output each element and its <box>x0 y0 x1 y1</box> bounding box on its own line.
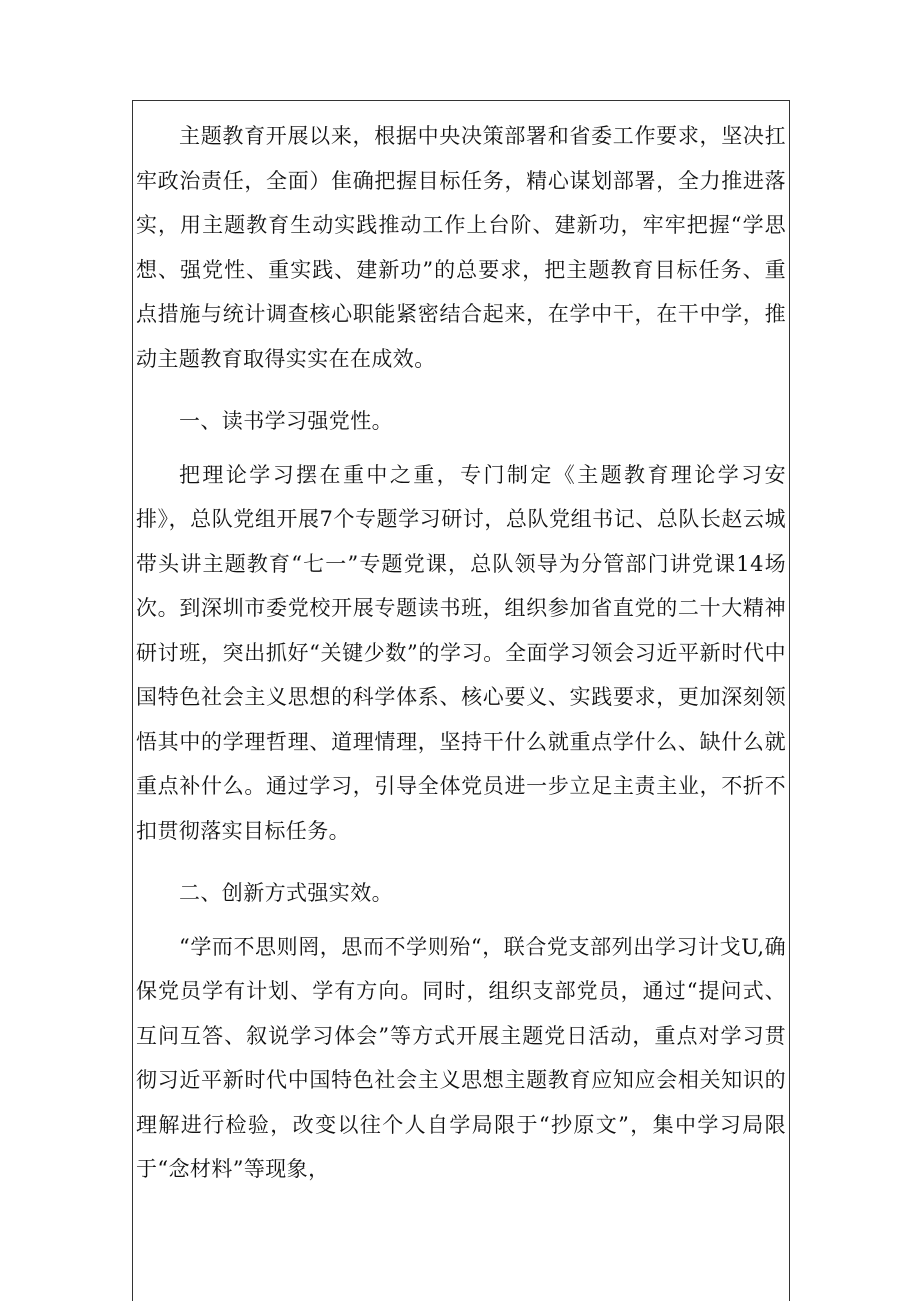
section-heading-2: 二、创新方式强实效。 <box>179 881 393 905</box>
section-heading-1: 一、读书学习强党性。 <box>179 409 393 433</box>
section-paragraph-2: “学而不思则罔，思而不学则殆“，联合党支部列出学习计戈U,确保党员学有计划、学有方向。同时，组织支部党员，通过“提问式、互问互答、叙说学习体会”等方式开展主题党日活动，重点对学习贯彻习近平新时代中国特色社会主义思想主题教育应知应会相关知识的理解进行检验，改变以往个人自学局限于“抄原文”，集中学习局限于“念材料”等现象， <box>136 934 786 1181</box>
section-paragraph-1: 把理论学习摆在重中之重，专门制定《主题教育理论学习安排》，总队党组开展7个专题学习研讨，总队党组书记、总队长赵云城带头讲主题教育“七一”专题党课，总队领导为分管部门讲党课14场次。到深圳市委党校开展专题读书班，组织参加省直党的二十大精神研讨班，突出抓好“关键少数”的学习。全面学习领会习近平新时代中国特色社会主义思想的科学体系、核心要义、实践要求，更加深刻领悟其中的学理哲理、道理情理，坚持干什么就重点学什么、缺什么就重点补什么。通过学习，引导全体党员进一步立足主责主业，不折不扣贯彻落实目标任务。 <box>136 462 786 843</box>
document-body <box>136 114 786 1192</box>
intro-paragraph: 主题教育开展以来，根据中央决策部署和省委工作要求，坚决扛牢政治责任，全面）隹确把握目标任务，精心谋划部署，全力推进落实，用主题教育生动实践推动工作上台阶、建新功，牢牢把握“学思想、强党性、重实践、建新功”的总要求，把主题教育目标任务、重点措施与统计调查核心职能紧密结合起来，在学中干，在干中学，推动主题教育取得实实在在成效。 <box>136 124 786 371</box>
